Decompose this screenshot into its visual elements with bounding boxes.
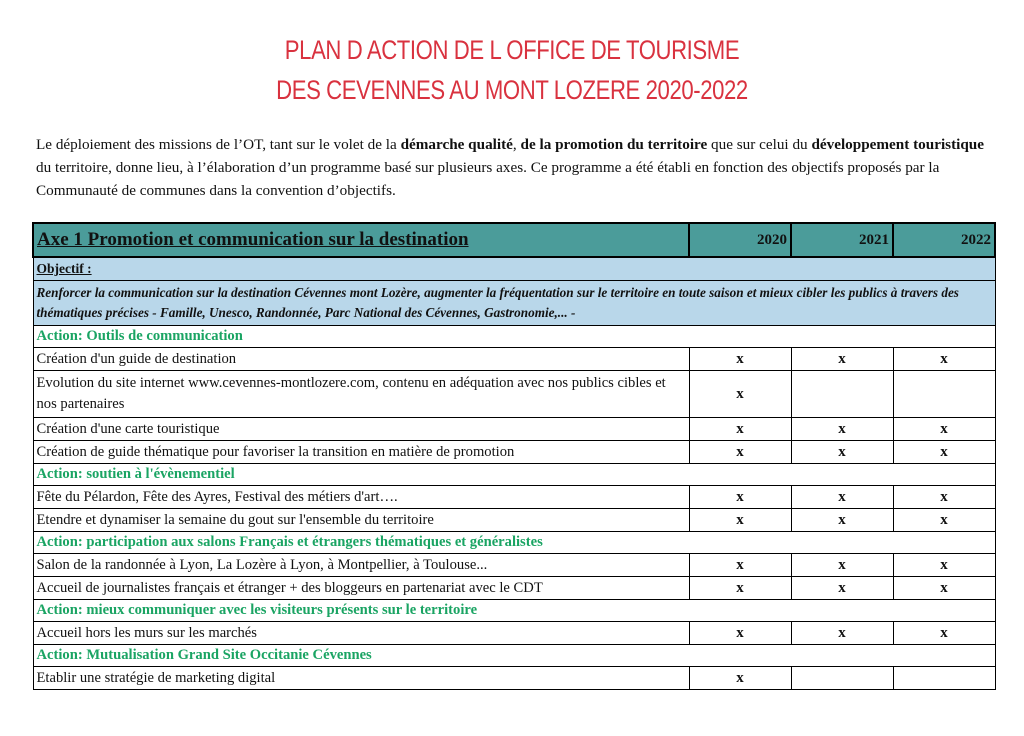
objectif-label-row	[33, 257, 995, 281]
intro-bold-1: démarche qualité	[400, 136, 513, 153]
item-description: Accueil hors les murs sur les marchés	[33, 622, 689, 645]
action-label: Action: mieux communiquer avec les visiteurs présents sur le territoire	[33, 600, 995, 622]
intro-text-1: Le déploiement des missions de l’OT, tant sur le volet de la	[36, 136, 401, 153]
item-description: Salon de la randonnée à Lyon, La Lozère à Lyon, à Montpellier, à Toulouse...	[33, 554, 689, 577]
table-row	[33, 554, 995, 577]
action-plan-table	[32, 222, 996, 690]
year-mark-2022: x	[893, 577, 995, 600]
year-mark-2020: x	[689, 577, 791, 600]
intro-bold-2: de la promotion du territoire	[520, 136, 708, 153]
year-mark-2020: x	[689, 667, 791, 690]
year-mark-2021: x	[791, 622, 893, 645]
item-description: Création d'une carte touristique	[33, 418, 689, 441]
year-mark-2020: x	[689, 486, 791, 509]
table-row	[33, 622, 995, 645]
intro-text-2: ,	[512, 136, 521, 153]
intro-paragraph	[36, 133, 986, 202]
year-header-2022: 2022	[893, 223, 995, 257]
year-mark-2020: x	[689, 418, 791, 441]
year-header-2020: 2020	[689, 223, 791, 257]
action-row	[33, 532, 995, 554]
year-mark-2021: x	[791, 486, 893, 509]
action-label: Action: Mutualisation Grand Site Occitanie Cévennes	[33, 645, 995, 667]
year-mark-2022: x	[893, 622, 995, 645]
item-description: Evolution du site internet www.cevennes-montlozere.com, contenu en adéquation avec nos publics cibles et nos partenaires	[33, 371, 689, 418]
year-mark-2020: x	[689, 371, 791, 418]
table-row	[33, 418, 995, 441]
year-mark-2020: x	[689, 554, 791, 577]
axe-title: Axe 1 Promotion et communication sur la destination	[33, 223, 689, 257]
year-mark-2021	[791, 667, 893, 690]
item-description: Etendre et dynamiser la semaine du gout sur l'ensemble du territoire	[33, 509, 689, 532]
objectif-text-row	[33, 281, 995, 326]
action-row	[33, 326, 995, 348]
year-mark-2022	[893, 667, 995, 690]
action-row	[33, 645, 995, 667]
document-title	[92, 30, 932, 110]
table-row	[33, 577, 995, 600]
item-description: Accueil de journalistes français et étranger + des bloggeurs en partenariat avec le CDT	[33, 577, 689, 600]
table-row	[33, 441, 995, 464]
title-line-1: PLAN D ACTION DE L OFFICE DE TOURISME	[284, 35, 740, 65]
item-description: Fête du Pélardon, Fête des Ayres, Festival des métiers d'art….	[33, 486, 689, 509]
action-label: Action: soutien à l'évènementiel	[33, 464, 995, 486]
year-mark-2021	[791, 371, 893, 418]
objectif-label: Objectif :	[33, 257, 995, 281]
year-mark-2022: x	[893, 441, 995, 464]
action-label: Action: Outils de communication	[33, 326, 995, 348]
year-mark-2022: x	[893, 554, 995, 577]
action-label: Action: participation aux salons Français et étrangers thématiques et généralistes	[33, 532, 995, 554]
item-description: Création de guide thématique pour favoriser la transition en matière de promotion	[33, 441, 689, 464]
year-mark-2022: x	[893, 486, 995, 509]
objectif-text: Renforcer la communication sur la destination Cévennes mont Lozère, augmenter la fréquentation sur le territoire en toute saison et mieux cibler les publics à travers des thématiques précises - Famille, Unesco, Randonnée, Parc National des Cévennes, Gastronomie,... -	[33, 281, 995, 326]
year-mark-2021: x	[791, 577, 893, 600]
item-description: Création d'un guide de destination	[33, 348, 689, 371]
year-header-2021: 2021	[791, 223, 893, 257]
year-mark-2021: x	[791, 509, 893, 532]
action-row	[33, 600, 995, 622]
year-mark-2021: x	[791, 554, 893, 577]
item-description: Etablir une stratégie de marketing digital	[33, 667, 689, 690]
table-row	[33, 486, 995, 509]
action-row	[33, 464, 995, 486]
year-mark-2022	[893, 371, 995, 418]
year-mark-2021: x	[791, 441, 893, 464]
year-mark-2022: x	[893, 418, 995, 441]
year-mark-2021: x	[791, 348, 893, 371]
year-mark-2021: x	[791, 418, 893, 441]
year-mark-2022: x	[893, 509, 995, 532]
axe-header-row	[33, 223, 995, 257]
table-row	[33, 667, 995, 690]
table-row	[33, 509, 995, 532]
table-row	[33, 371, 995, 418]
year-mark-2022: x	[893, 348, 995, 371]
year-mark-2020: x	[689, 441, 791, 464]
year-mark-2020: x	[689, 622, 791, 645]
intro-text-3: que sur celui du	[707, 136, 812, 153]
title-line-2: DES CEVENNES AU MONT LOZERE 2020-2022	[276, 75, 748, 105]
year-mark-2020: x	[689, 348, 791, 371]
year-mark-2020: x	[689, 509, 791, 532]
intro-text-4: du territoire, donne lieu, à l’élaboration d’un programme basé sur plusieurs axes. Ce programme a été établi en fonction des objectifs proposés par la Communauté de communes dans la convention d’objectifs.	[36, 159, 940, 199]
table-row	[33, 348, 995, 371]
intro-bold-3: développement touristique	[811, 136, 984, 153]
